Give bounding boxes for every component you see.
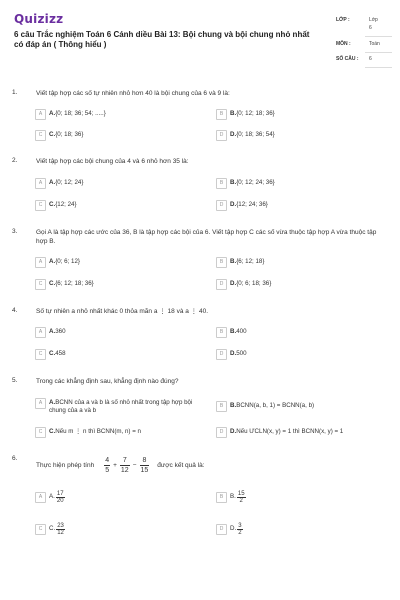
question-3-option-b[interactable]: B B.{6; 12; 18} (216, 257, 264, 268)
option-letter-box: A (35, 178, 46, 189)
answer-fraction: $\frac{15}{2}$ (237, 490, 245, 504)
question-5-option-a[interactable]: A A.BCNN của a và b là số nhỏ nhất trong tập hợp bội chung của a và b (35, 398, 200, 418)
quizizz-logo: Quizizz (14, 12, 64, 26)
option-letter-box: A (35, 257, 46, 268)
question-5-option-d[interactable]: D D.Nếu ƯCLN(x, y) = 1 thì BCNN(x, y) = 1 (216, 427, 343, 438)
option-letter-box: D (216, 524, 227, 535)
plus-sign: + (113, 462, 117, 469)
class-value-line1: Lớp (369, 17, 378, 23)
question-4-option-d[interactable]: D D.500 (216, 349, 247, 360)
option-letter-box: C (35, 279, 46, 290)
option-letter-box: D (216, 349, 227, 360)
question-3-text: Gọi A là tập hợp các ước của 36, B là tập hợp các bội của 6. Viết tập hợp C các số vừa thuộc tập hợp A vừa thuộc tập hợp B. (36, 229, 377, 245)
question-2-option-a[interactable]: A A.{0; 12; 24} (35, 178, 83, 189)
option-letter-box: B (216, 401, 227, 412)
question-2-option-c[interactable]: C C.{12; 24} (35, 200, 77, 211)
question-5-number: 5. (12, 377, 18, 384)
option-letter-box: B (216, 109, 227, 120)
answer-fraction: $\frac{3}{2}$ (238, 522, 242, 536)
option-letter-box: C (35, 349, 46, 360)
answer-fraction: $\frac{17}{20}$ (56, 490, 64, 504)
option-letter-box: A (35, 492, 46, 503)
question-6-number: 6. (12, 455, 18, 462)
question-4-option-b[interactable]: B B.400 (216, 327, 247, 338)
question-4-option-c[interactable]: C C.458 (35, 349, 66, 360)
count-underline (365, 67, 392, 68)
question-6-text-after: được kết quả là: (157, 462, 205, 469)
question-1-option-c[interactable]: C C.{0; 18; 36} (35, 130, 83, 141)
question-2-text: Viết tập hợp các bội chung của 4 và 6 nhỏ hơn 35 là: (36, 158, 189, 165)
question-1-option-d[interactable]: D D.{0; 18; 36; 54} (216, 130, 275, 141)
question-5-text: Trong các khẳng định sau, khẳng định nào đúng? (36, 378, 179, 385)
question-6-text-before: Thực hiện phép tính (36, 462, 95, 469)
expr-fraction-2: $\frac{7}{12}$ (120, 457, 129, 474)
option-letter-box: D (216, 200, 227, 211)
option-letter-box: D (216, 279, 227, 290)
option-letter-box: C (35, 524, 46, 535)
option-letter-box: B (216, 257, 227, 268)
question-6-option-c[interactable]: C C. $\frac{23}{12}$ (35, 519, 66, 539)
question-4-text: Số tự nhiên a nhỏ nhất khác 0 thỏa mãn a ⋮ 18 và a ⋮ 40. (36, 308, 209, 315)
subject-value: Toán (369, 41, 380, 47)
option-letter-box: A (35, 109, 46, 120)
question-5-option-b[interactable]: B B.BCNN(a, b, 1) = BCNN(a, b) (216, 401, 314, 412)
minus-sign: − (132, 462, 137, 469)
subject-label: MÔN : (336, 41, 351, 47)
option-letter-box: C (35, 427, 46, 438)
option-letter-box: B (216, 327, 227, 338)
question-6-option-d[interactable]: D D. $\frac{3}{2}$ (216, 519, 244, 539)
question-3-option-a[interactable]: A A.{0; 6; 12} (35, 257, 80, 268)
question-1-option-b[interactable]: B B.{0; 12; 18; 36} (216, 109, 275, 120)
answer-fraction: $\frac{23}{12}$ (57, 522, 64, 536)
option-letter-box: B (216, 492, 227, 503)
question-1-text: Viết tập hợp các số tự nhiên nhỏ hơn 40 là bội chung của 6 và 9 là: (36, 90, 230, 97)
option-letter-box: B (216, 178, 227, 189)
option-letter-box: A (35, 327, 46, 338)
question-6-option-b[interactable]: B B. $\frac{15}{2}$ (216, 487, 247, 507)
count-value: 6 (369, 56, 372, 62)
option-letter-box: A (35, 398, 46, 409)
question-3-number: 3. (12, 228, 18, 235)
count-label: SỐ CÂU : (336, 56, 359, 62)
question-5-option-c[interactable]: C C.Nếu m ⋮ n thì BCNN(m, n) = n (35, 427, 141, 438)
option-letter-box: C (35, 130, 46, 141)
question-2-option-d[interactable]: D D.{12; 24; 36} (216, 200, 268, 211)
class-underline (365, 36, 392, 37)
class-label: LỚP : (336, 17, 350, 23)
question-2-option-b[interactable]: B B.{0; 12; 24; 36} (216, 178, 275, 189)
question-2-number: 2. (12, 157, 18, 164)
subject-underline (365, 52, 392, 53)
expr-fraction-1: $\frac{4}{5}$ (105, 457, 110, 474)
worksheet-title: 6 câu Trắc nghiệm Toán 6 Cánh diều Bài 13: Bội chung và bội chung nhỏ nhất có đáp án ( Thông hiểu ) (14, 30, 310, 49)
option-letter-box: C (35, 200, 46, 211)
class-value-line2: 6 (369, 25, 372, 31)
expr-fraction-3: $\frac{8}{15}$ (140, 457, 149, 474)
question-6-option-a[interactable]: A A. $\frac{17}{20}$ (35, 487, 66, 507)
question-3-option-c[interactable]: C C.{6; 12; 18; 36} (35, 279, 94, 290)
option-letter-box: D (216, 427, 227, 438)
question-1-option-a[interactable]: A A.{0; 18; 36; 54; .....} (35, 109, 106, 120)
question-6-text (36, 456, 381, 475)
question-4-number: 4. (12, 307, 18, 314)
question-1-number: 1. (12, 89, 18, 96)
question-3-option-d[interactable]: D D.{0; 6; 18; 36} (216, 279, 271, 290)
question-4-option-a[interactable]: A A.360 (35, 327, 66, 338)
option-letter-box: D (216, 130, 227, 141)
